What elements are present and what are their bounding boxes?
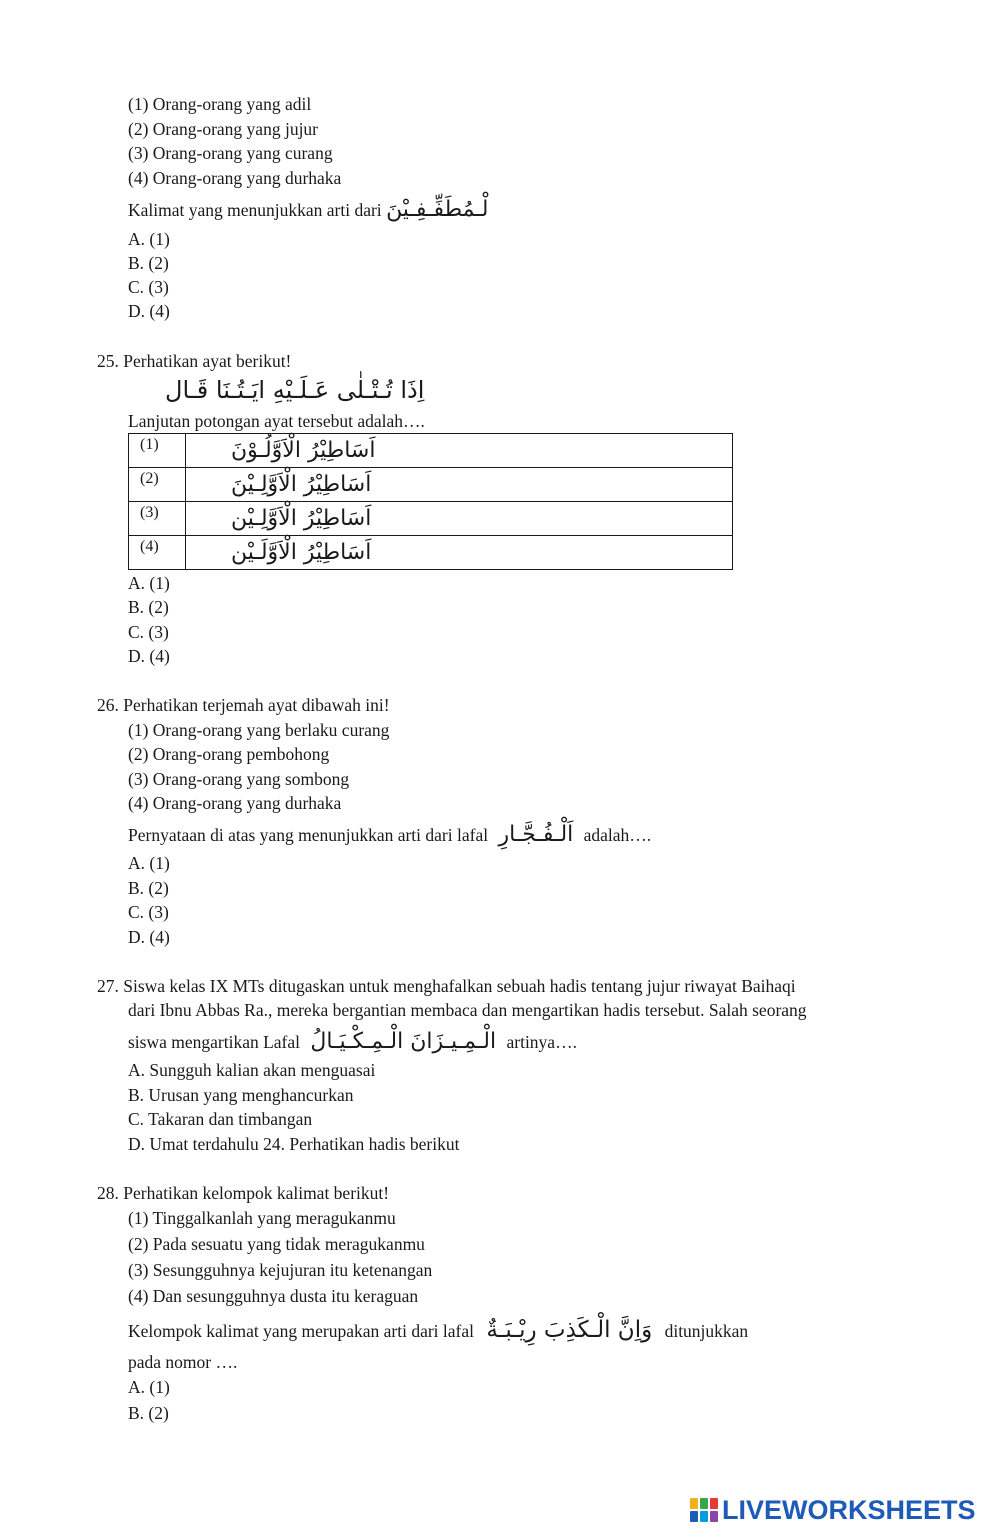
q27-line-3	[128, 1031, 577, 1053]
table-row	[129, 536, 733, 570]
table-row	[129, 434, 733, 468]
q28-prompt-text: Kelompok kalimat yang merupakan arti dari lafal	[128, 1321, 474, 1341]
table-row	[129, 468, 733, 502]
q27-line-3-text: siswa mengartikan Lafal	[128, 1032, 301, 1052]
q28-arabic: وَاِنَّ الْـكَذِبَ رِيْـبَـةٌ	[486, 1317, 653, 1343]
logo-tile	[700, 1511, 708, 1522]
q28-line-2: pada nomor ….	[128, 1352, 238, 1372]
q26-choice-a[interactable]: A. (1)	[128, 853, 170, 873]
q28-item-4: (4) Dan sesungguhnya dusta itu keraguan	[128, 1286, 419, 1306]
q25-row-2-num: (2)	[129, 468, 186, 502]
q24-choice-c[interactable]: C. (3)	[128, 277, 169, 297]
logo-tile	[710, 1498, 718, 1509]
q25-row-4-cell	[186, 536, 733, 570]
q26-choice-c[interactable]: C. (3)	[128, 902, 169, 922]
logo-tile	[710, 1511, 718, 1522]
q28-title: 28. Perhatikan kelompok kalimat berikut!	[97, 1183, 390, 1203]
q26-prompt-suffix: adalah….	[583, 825, 652, 845]
q28-choice-b[interactable]: B. (2)	[128, 1403, 169, 1423]
q24-item-2: (2) Orang-orang yang jujur	[128, 119, 319, 139]
q25-title: 25. Perhatikan ayat berikut!	[97, 351, 292, 371]
q25-row-1-num: (1)	[129, 434, 186, 468]
q26-item-1: (1) Orang-orang yang berlaku curang	[128, 720, 390, 740]
q26-item-2: (2) Orang-orang pembohong	[128, 744, 330, 764]
q24-prompt-text: Kalimat yang menunjukkan arti dari	[128, 200, 382, 220]
q24-choice-b[interactable]: B. (2)	[128, 253, 169, 273]
q26-choice-d[interactable]: D. (4)	[128, 927, 170, 947]
q28-choice-a[interactable]: A. (1)	[128, 1377, 170, 1397]
q25-row-2-cell	[186, 468, 733, 502]
table-row	[129, 502, 733, 536]
q28-item-2: (2) Pada sesuatu yang tidak meragukanmu	[128, 1234, 425, 1254]
q24-item-1: (1) Orang-orang yang adil	[128, 94, 312, 114]
q28-prompt	[128, 1319, 748, 1342]
q27-choice-a[interactable]: A. Sungguh kalian akan menguasai	[128, 1060, 376, 1080]
q25-choice-b[interactable]: B. (2)	[128, 597, 169, 617]
q25-options-table	[128, 433, 733, 570]
q25-row-2-arabic: اَسَاطِيْرُ الْاَوَّلِـيْنَ	[231, 472, 372, 497]
q25-choice-d[interactable]: D. (4)	[128, 646, 170, 666]
q25-row-3-cell	[186, 502, 733, 536]
logo-tile	[690, 1511, 698, 1522]
q26-title: 26. Perhatikan terjemah ayat dibawah ini!	[97, 695, 390, 715]
q24-item-4: (4) Orang-orang yang durhaka	[128, 168, 342, 188]
q26-choice-b[interactable]: B. (2)	[128, 878, 169, 898]
q27-choice-d[interactable]: D. Umat terdahulu 24. Perhatikan hadis berikut	[128, 1134, 460, 1154]
q25-row-1-arabic: اَسَاطِيْرُ الْاَوَّلُـوْنَ	[231, 438, 376, 463]
logo-tile	[700, 1498, 708, 1509]
q24-arabic: لْـمُطَفِّـفِـيْنَ	[386, 197, 489, 222]
q25-row-1-cell	[186, 434, 733, 468]
liveworksheets-brand: LIVEWORKSHEETS	[722, 1494, 976, 1525]
q28-item-3: (3) Sesungguhnya kejujuran itu ketenangan	[128, 1260, 433, 1280]
q24-choice-d[interactable]: D. (4)	[128, 301, 170, 321]
q25-row-4-num: (4)	[129, 536, 186, 570]
q26-item-4: (4) Orang-orang yang durhaka	[128, 793, 342, 813]
q26-prompt	[128, 824, 651, 846]
q26-arabic: اَلْـفُـجَّـارِ	[498, 822, 574, 847]
q27-choice-c[interactable]: C. Takaran dan timbangan	[128, 1109, 313, 1129]
q25-prompt: Lanjutan potongan ayat tersebut adalah….	[128, 411, 425, 431]
liveworksheets-logo[interactable]	[690, 1495, 976, 1525]
q24-choice-a[interactable]: A. (1)	[128, 229, 170, 249]
q25-choice-a[interactable]: A. (1)	[128, 573, 170, 593]
q24-item-3: (3) Orang-orang yang curang	[128, 143, 333, 163]
q27-suffix: artinya….	[506, 1032, 577, 1052]
q27-choice-b[interactable]: B. Urusan yang menghancurkan	[128, 1085, 354, 1105]
q25-choice-c[interactable]: C. (3)	[128, 622, 169, 642]
q25-verse: اِذَا تُـتْـلٰى عَـلَـيْهِ ايَـتُـنَا قَـال	[165, 376, 425, 404]
liveworksheets-logo-icon	[690, 1498, 718, 1522]
q25-row-3-num: (3)	[129, 502, 186, 536]
q27-line-2: dari Ibnu Abbas Ra., mereka bergantian membaca dan mengartikan hadis tersebut. Salah seorang	[128, 1000, 807, 1020]
q24-prompt	[128, 199, 489, 221]
q26-prompt-text: Pernyataan di atas yang menunjukkan arti dari lafal	[128, 825, 489, 845]
q28-item-1: (1) Tinggalkanlah yang meragukanmu	[128, 1208, 396, 1228]
q28-suffix: ditunjukkan	[664, 1321, 749, 1341]
q25-row-3-arabic: اَسَاطِيْرُ الْاَوَّلِـيْن	[231, 506, 372, 531]
q25-row-4-arabic: اَسَاطِيْرُ الْاَوَّلَـيْن	[231, 540, 372, 565]
q26-item-3: (3) Orang-orang yang sombong	[128, 769, 350, 789]
q27-arabic: الْـمِـيـزَانَ الْـمِـكْـيَـالُ	[310, 1029, 497, 1054]
q27-line-1: 27. Siswa kelas IX MTs ditugaskan untuk menghafalkan sebuah hadis tentang jujur riwayat Baihaqi	[97, 976, 796, 996]
logo-tile	[690, 1498, 698, 1509]
